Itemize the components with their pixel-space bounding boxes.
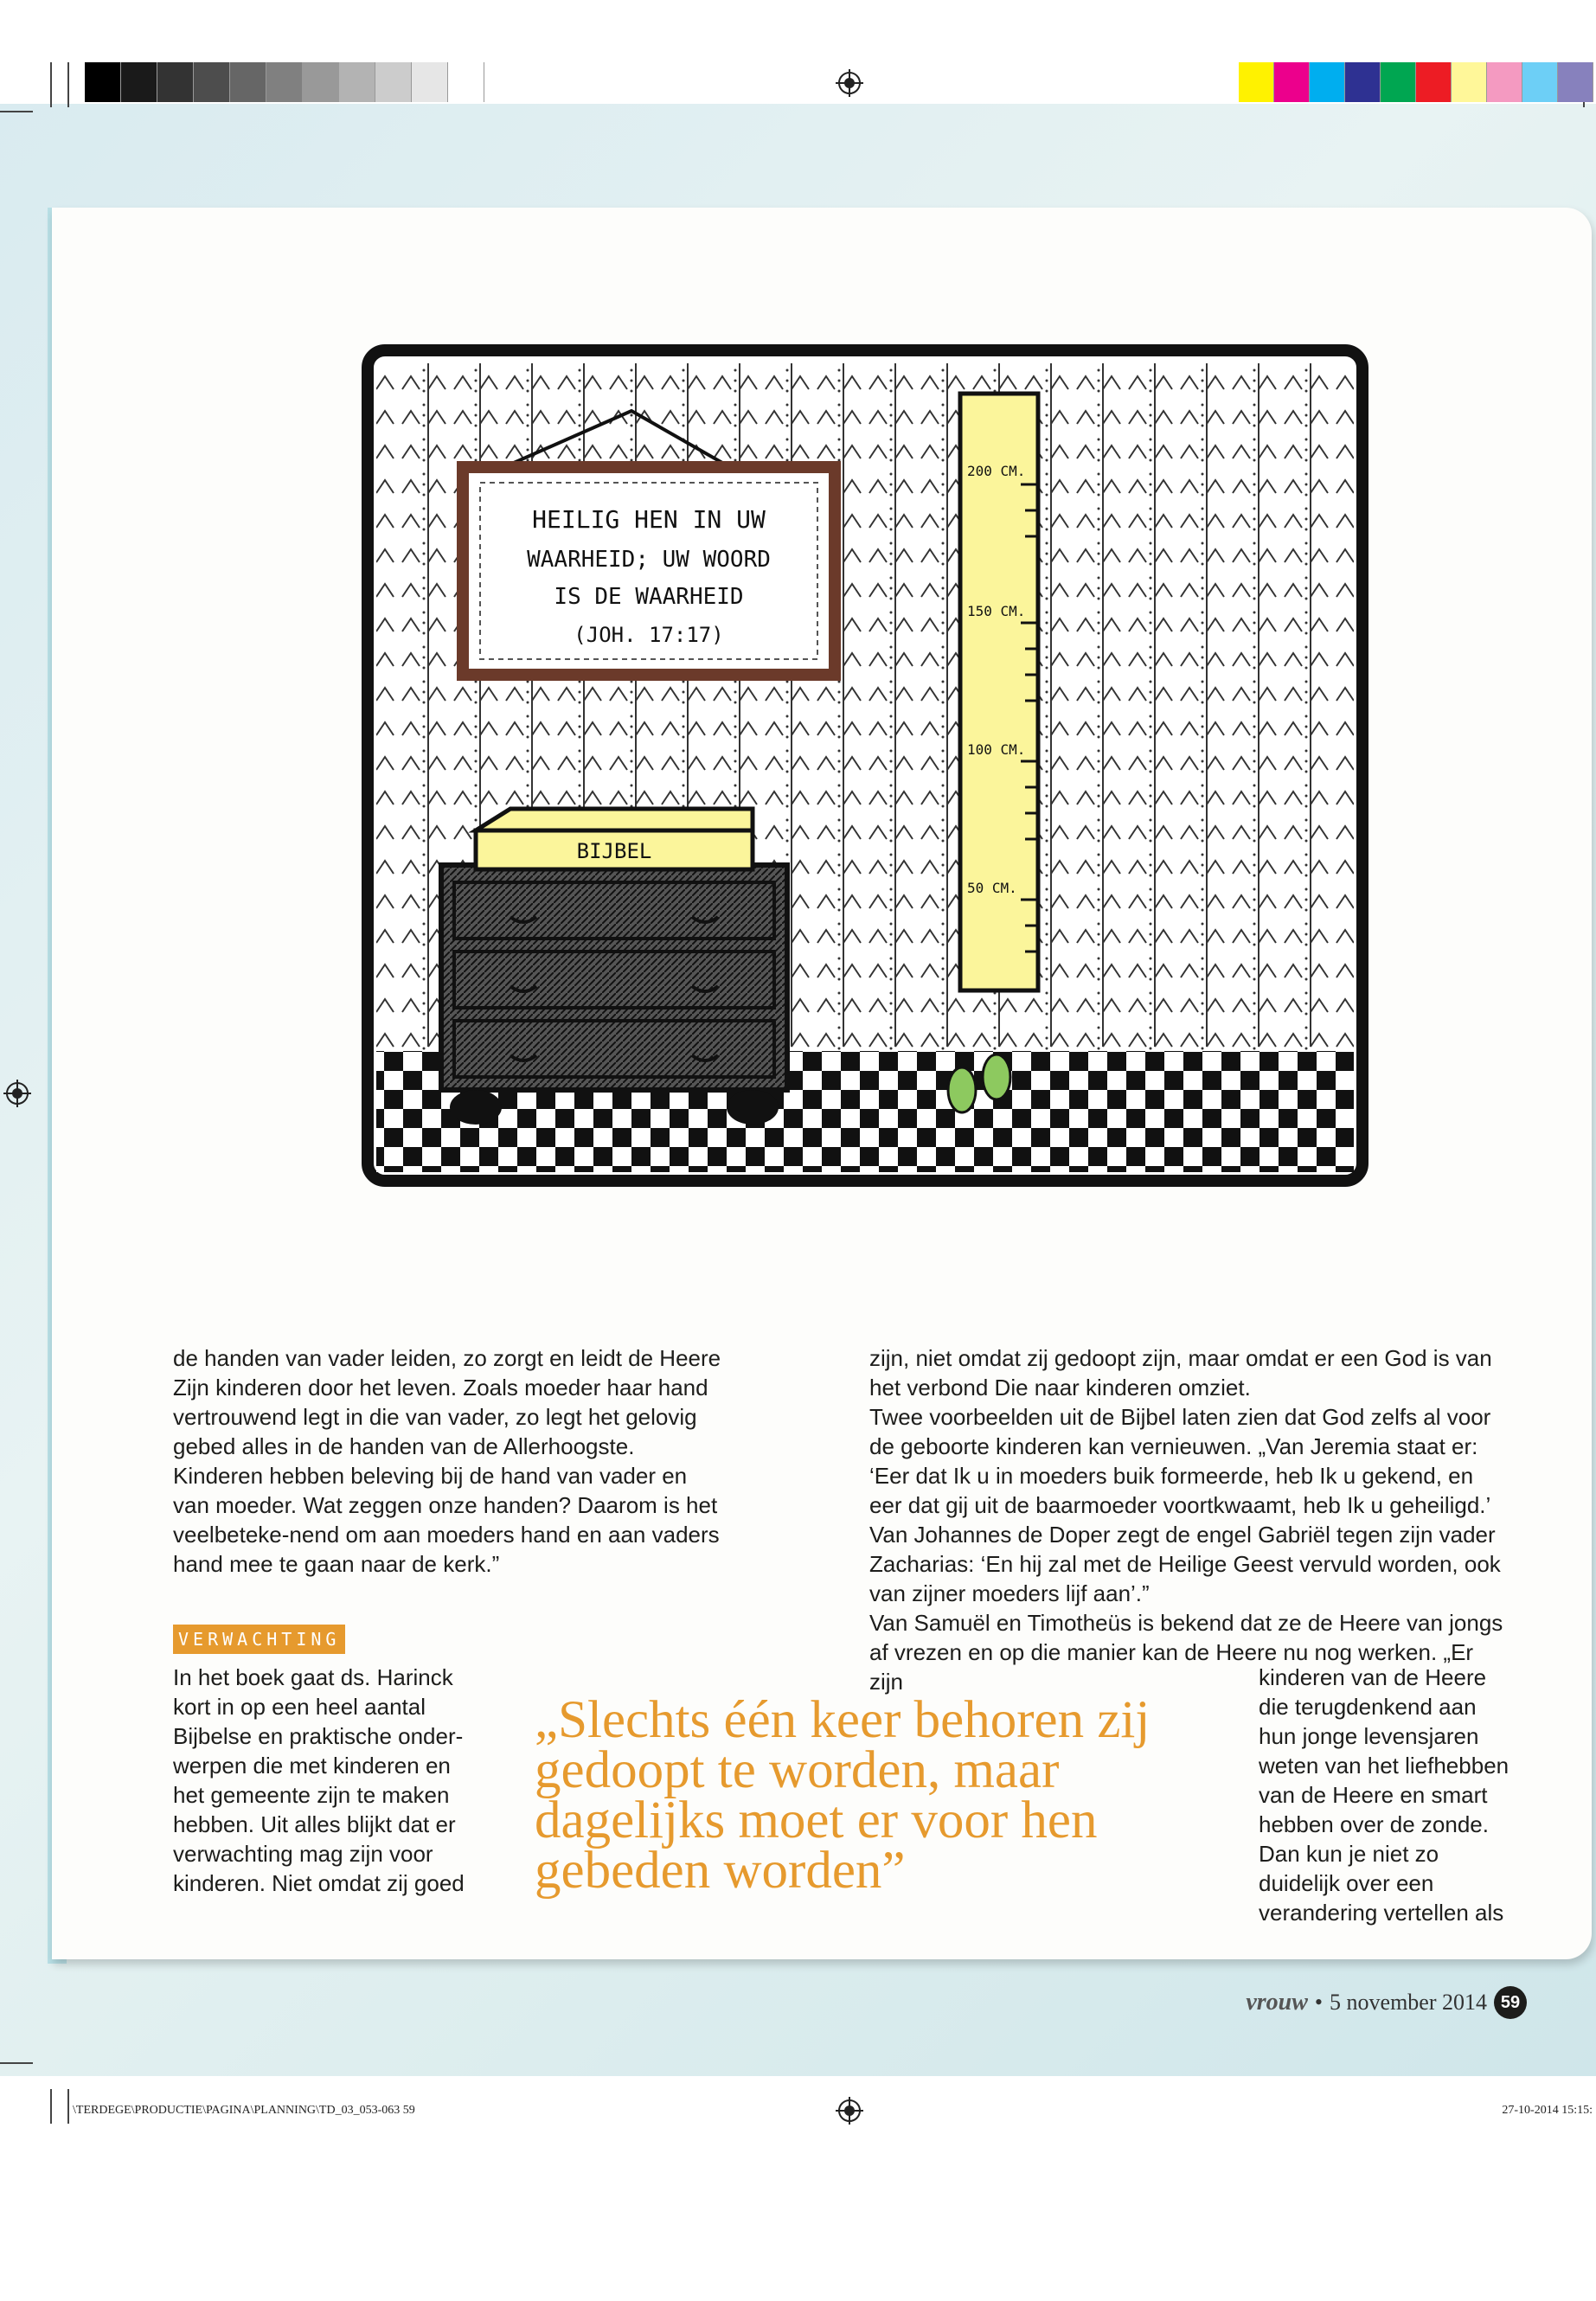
- color-swatch: [1487, 62, 1522, 102]
- color-swatch: [230, 62, 266, 102]
- color-calibration-bar: [1239, 62, 1593, 102]
- registration-mark-icon: [3, 1080, 31, 1107]
- color-swatch: [266, 62, 303, 102]
- crop-mark: [67, 62, 69, 107]
- color-swatch: [1558, 62, 1593, 102]
- color-swatch: [412, 62, 448, 102]
- gray-calibration-bar: [85, 62, 484, 102]
- crop-mark: [0, 2062, 33, 2064]
- sign-line: HEILIG HEN IN UW: [532, 505, 766, 534]
- crop-mark: [0, 111, 33, 112]
- ruler-label: 100 CM.: [967, 741, 1026, 758]
- paragraph: de handen van vader leiden, zo zorgt en leidt de Heere Zijn kinderen door het leven. Zoals moeder haar hand vertrouwend legt in die van vader, zo legt het gelovig gebed alles in de handen van de Allerhoogste. Kinderen hebben beleving bij de hand van vader en van moeder. Wat zeggen onze handen? Daarom is het veelbeteke-nend om aan moeders hand en aan vaders hand mee te gaan naar de kerk.”: [173, 1345, 721, 1577]
- color-swatch: [194, 62, 230, 102]
- sign-line: IS DE WAARHEID: [554, 584, 744, 610]
- color-swatch: [303, 62, 339, 102]
- slipper: [983, 1054, 1010, 1099]
- color-swatch: [121, 62, 157, 102]
- paragraph: kinderen van de Heere die terugdenkend aan hun jonge levensjaren weten van het liefhebben van de Heere en smart hebben over de zonde. Dan kun je niet zo duidelijk over een verandering vertellen als: [1259, 1664, 1509, 1926]
- paragraph: zijn, niet omdat zij gedoopt zijn, maar omdat er een God is van het verbond Die naar kinderen omziet.: [869, 1345, 1492, 1400]
- ruler-label: 200 CM.: [967, 463, 1026, 479]
- page-footer: [1246, 1986, 1527, 2019]
- color-swatch: [448, 62, 484, 102]
- ruler-label: 50 CM.: [967, 880, 1017, 896]
- registration-mark-icon: [836, 2097, 863, 2125]
- paragraph: Twee voorbeelden uit de Bijbel laten zien dat God zelfs al voor de geboorte kinderen kan vernieuwen. „Van Jeremia staat er: ‘Eer dat Ik u in moeders buik formeerde, heb Ik u gekend, en eer dat gij uit de baarmoeder voortkwaamt, heb Ik u geheiligd.’ Van Johannes de Doper zegt de engel Gabriël tegen zijn vader Zacharias: ‘En hij zal met de Heilige Geest vervuld worden, ook van zijner moeders lijf aan’.”: [869, 1404, 1501, 1606]
- bible-label: BIJBEL: [576, 839, 652, 863]
- file-path-slug: \TERDEGE\PRODUCTIE\PAGINA\PLANNING\TD_03_053-063 59: [73, 2104, 415, 2117]
- bedroom-illustration: [346, 329, 1384, 1211]
- color-swatch: [339, 62, 375, 102]
- ruler-label: 150 CM.: [967, 603, 1026, 619]
- slipper: [948, 1067, 976, 1112]
- color-swatch: [1522, 62, 1558, 102]
- color-swatch: [375, 62, 412, 102]
- color-swatch: [1452, 62, 1487, 102]
- footer-separator: •: [1314, 1990, 1324, 2015]
- color-swatch: [85, 62, 121, 102]
- paragraph: Van Samuël en Timotheüs is bekend dat ze de Heere van jongs af vrezen en op die manier kan de Heere nu nog werken. „Er zijn: [869, 1610, 1503, 1695]
- color-swatch: [1310, 62, 1345, 102]
- registration-mark-icon: [836, 69, 863, 97]
- color-swatch: [1416, 62, 1452, 102]
- crop-mark: [50, 62, 52, 107]
- sign-line: WAARHEID; UW WOORD: [527, 547, 771, 573]
- color-swatch: [1274, 62, 1310, 102]
- section-heading: VERWACHTING: [173, 1625, 345, 1654]
- color-swatch: [157, 62, 194, 102]
- crop-mark: [67, 2089, 69, 2124]
- issue-date: 5 november 2014: [1330, 1990, 1487, 2015]
- color-swatch: [1345, 62, 1381, 102]
- color-swatch: [1239, 62, 1274, 102]
- color-swatch: [1381, 62, 1416, 102]
- pull-quote: „Slechts één keer behoren zij gedoopt te worden, maar dagelijks moet er voor hen gebeden worden”: [535, 1691, 1151, 1900]
- page-number: 59: [1494, 1986, 1527, 2019]
- sign-line: (JOH. 17:17): [574, 623, 724, 647]
- article-left-column: [173, 1343, 727, 1579]
- paragraph: In het boek gaat ds. Harinck kort in op een heel aantal Bijbelse en praktische onder-werpen die met kinderen en het gemeente zijn te maken hebben. Uit alles blijkt dat er verwachting mag zijn voor kinderen. Niet omdat zij goed: [173, 1664, 465, 1896]
- article-left-column-2: [173, 1663, 484, 1898]
- magazine-brand: vrouw: [1246, 1989, 1308, 2016]
- crop-mark: [50, 2089, 52, 2124]
- article-right-column-2: [1259, 1663, 1518, 1927]
- article-right-column: [869, 1343, 1505, 1696]
- print-timestamp: 27-10-2014 15:15:: [1502, 2104, 1593, 2117]
